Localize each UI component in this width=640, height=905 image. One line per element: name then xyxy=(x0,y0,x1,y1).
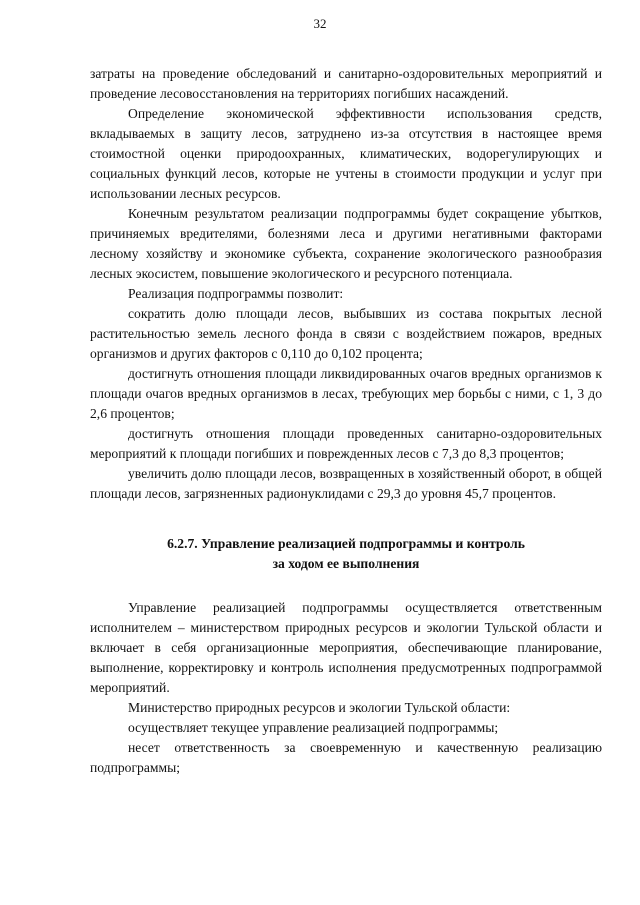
paragraph-final-result: Конечным результатом реализации подпрограммы будет сокращение убытков, причиняемых вредителями, болезнями леса и другими негативными факторами лесному хозяйству и экономике субъекта, сохранение экологического разнообразия лесных экосистем, повышение экологического и ресурсного потенциала. xyxy=(90,206,602,281)
document-body xyxy=(90,64,602,778)
section-heading-line-2: за ходом ее выполнения xyxy=(272,556,420,571)
paragraph-goal-forest-area: сократить долю площади лесов, выбывших из состава покрытых лесной растительностью земель лесного фонда в связи с воздействием пожаров, вредных организмов и других факторов с 0,110 до 0,102 процента; xyxy=(90,306,602,361)
paragraph-goal-radionuclide: увеличить долю площади лесов, возвращенных в хозяйственный оборот, в общей площади лесов, загрязненных радионуклидами с 29,3 до уровня 45,7 процентов. xyxy=(90,466,602,501)
paragraph-goal-sanitary: достигнуть отношения площади проведенных санитарно-оздоровительных мероприятий к площади погибших и поврежденных лесов с 7,3 до 8,3 процентов; xyxy=(90,426,602,461)
page-number: 32 xyxy=(313,16,327,31)
section-heading-line-1: 6.2.7. Управление реализацией подпрограммы и контроль xyxy=(167,536,525,551)
paragraph-ministry-duty-1: осуществляет текущее управление реализацией подпрограммы; xyxy=(128,720,499,735)
paragraph-costs-continuation: затраты на проведение обследований и санитарно-оздоровительных мероприятий и проведение лесовосстановления на территориях погибших насаждений. xyxy=(90,66,602,101)
paragraph-implementation-intro: Реализация подпрограммы позволит: xyxy=(128,286,344,301)
section-heading xyxy=(90,534,602,574)
paragraph-economic-efficiency: Определение экономической эффективности использования средств, вкладываемых в защиту лесов, затруднено из-за отсутствия в настоящее время стоимостной оценки природоохранных, климатических, водорегулирующих и социальных функций лесов, которые не учтены в стоимости продукции и услуг при использовании лесных ресурсов. xyxy=(90,106,602,201)
paragraph-goal-pest-foci: достигнуть отношения площади ликвидированных очагов вредных организмов к площади очагов вредных организмов в лесах, требующих мер борьбы с ними, с 1, 3 до 2,6 процентов; xyxy=(90,366,602,421)
paragraph-ministry-duty-2: несет ответственность за своевременную и качественную реализацию подпрограммы; xyxy=(90,740,602,775)
paragraph-management: Управление реализацией подпрограммы осуществляется ответственным исполнителем – министерством природных ресурсов и экологии Тульской области и включает в себя организационные мероприятия, обеспечивающие планирование, выполнение, корректировку и контроль исполнения предусмотренных подпрограммой мероприятий. xyxy=(90,600,602,695)
paragraph-ministry-intro: Министерство природных ресурсов и экологии Тульской области: xyxy=(128,700,511,715)
